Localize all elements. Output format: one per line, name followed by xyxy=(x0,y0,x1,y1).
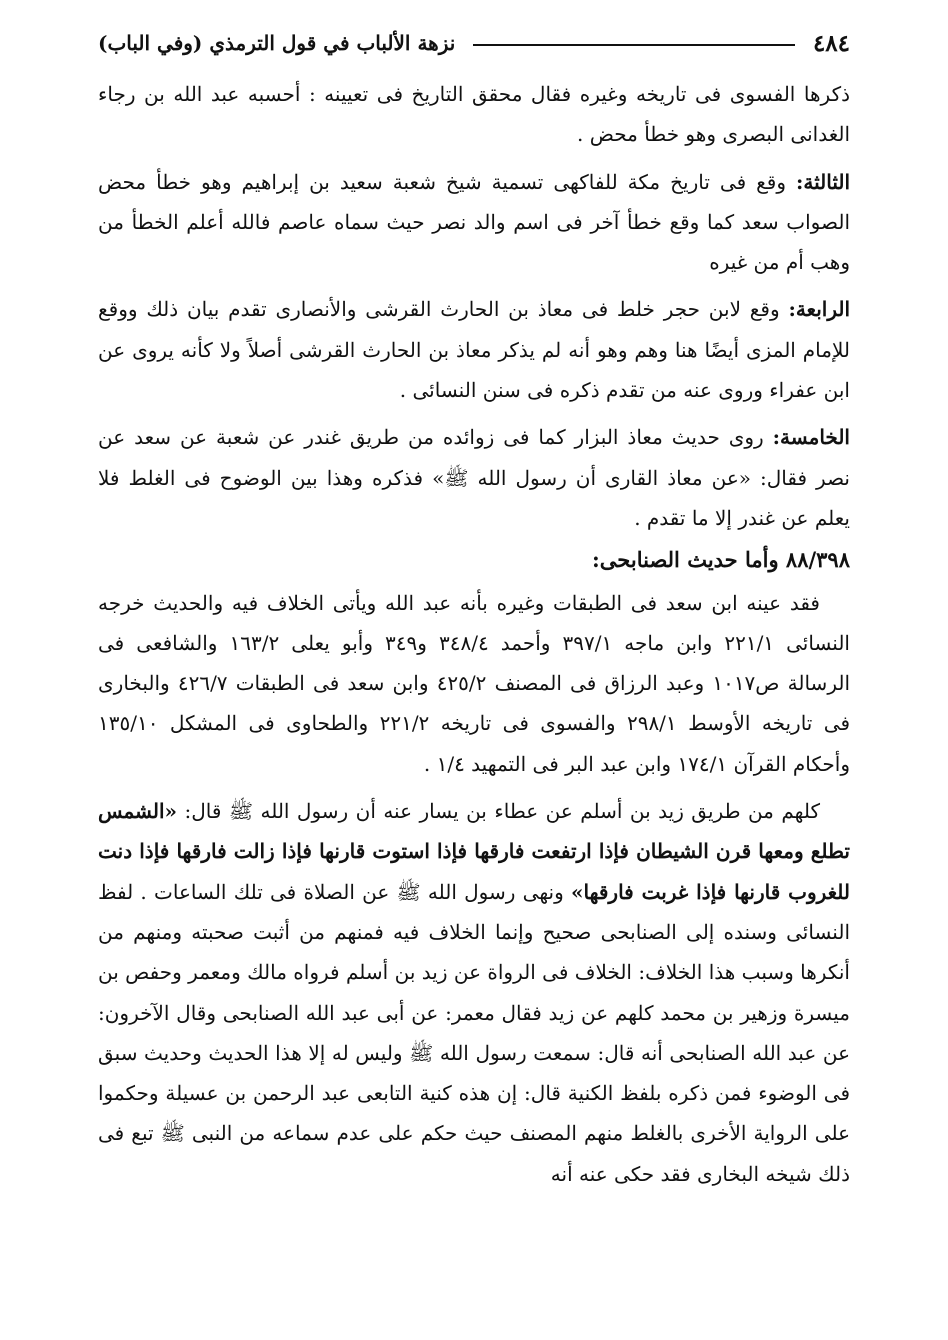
paragraph-fourth-point xyxy=(98,289,850,410)
paragraph-text: وقع فى تاريخ مكة للفاكهى تسمية شيخ شعبة سعيد بن إبراهيم وهو خطأ محض الصواب سعد كما وقع خطأ آخر فى اسم والد نصر حيث سماه عاصم فالله أعلم الخطأ من وهب أم من غيره xyxy=(98,169,850,275)
paragraph-takhrij: فقد عينه ابن سعد فى الطبقات وغيره بأنه عبد الله ويأتى الخلاف فيه والحديث خرجه النسائى ٢٢١/١ وابن ماجه ٣٩٧/١ وأحمد ٣٤٨/٤ و٣٤٩ وأبو يعلى ١٦٣/٢ والشافعى فى الرسالة ص١٠١٧ وعبد الرزاق فى المصنف ٤٢٥/٢ وابن سعد فى الطبقات ٤٢٦/٧ والبخارى فى تاريخه الأوسط ٢٩٨/١ والفسوى فى تاريخه ٢٢١/٢ والطحاوى فى المشكل ١٣٥/١٠ وأحكام القرآن ١٧٤/١ وابن عبد البر فى التمهيد ١/٤ . xyxy=(98,590,851,776)
point-label-fourth: الرابعة: xyxy=(788,297,850,322)
paragraph-1: ذكرها الفسوى فى تاريخه وغيره فقال محقق التاريخ فى تعيينه : أحسبه عبد الله بن رجاء الغدانى البصرى وهو خطأ محض . xyxy=(98,82,850,147)
page-number: ٤٨٤ xyxy=(812,29,850,57)
point-label-fifth: الخامسة: xyxy=(772,425,850,450)
paragraph-fifth-point xyxy=(98,417,850,538)
page-header xyxy=(98,26,850,60)
page-body xyxy=(98,74,850,1194)
paragraph-third-point xyxy=(98,162,850,283)
hadith-quote: «الشمس تطلع ومعها قرن الشيطان فإذا ارتفعت فارقها فإذا استوت قارنها فإذا زالت فارقها فإذا دنت للغروب قارنها فإذا غربت فارقها» xyxy=(98,799,850,904)
paragraph-text: ونهى رسول الله ﷺ عن الصلاة فى تلك الساعات . لفظ النسائى وسنده إلى الصنابحى صحيح وإنما الخلاف فيه فمنهم من أثبت صحبته ومنهم من أنكرها وسبب هذا الخلاف: الخلاف فى الرواة عن زيد بن أسلم فرواه مالك ومعمر وحفص بن ميسرة وزهير بن محمد كلهم عن زيد فقال معمر: عن أبى عبد الله الصنابحى وقال الآخرون: عن عبد الله الصنابحى أنه قال: سمعت رسول الله ﷺ وليس له إلا هذا الحديث وحديث سبق فى الوضوء فمن ذكره بلفظ الكنية قال: إن هذه كنية التابعى عبد الرحمن بن عسيلة وحكموا على الرواية الأخرى بالغلط منهم المصنف حيث حكم على عدم سماعه من النبى ﷺ تبع فى ذلك شيخه البخارى فقد حكى عنه أنه xyxy=(98,879,850,1186)
paragraph-hadith xyxy=(98,791,850,1194)
paragraph-text: كلهم من طريق زيد بن أسلم عن عطاء بن يسار عنه أن رسول الله ﷺ قال: xyxy=(177,799,820,824)
running-title: نزهة الألباب في قول الترمذي (وفي الباب) xyxy=(98,31,456,55)
paragraph-text: وقع لابن حجر خلط فى معاذ بن الحارث القرشى والأنصارى تقدم بيان ذلك ووقع للإمام المزى أيضًا هنا وهم وهو أنه لم يذكر معاذ بن الحارث القرشى أصلاً ولا كأنه يروى عن ابن عفراء وروى عنه من تقدم ذكره فى سنن النسائى . xyxy=(98,297,850,403)
section-heading: ٨٨/٣٩٨ وأما حديث الصنابحى: xyxy=(592,547,850,573)
paragraph-text: روى حديث معاذ البزار كما فى زوائده من طريق غندر عن شعبة عن سعد عن نصر فقال: «عن معاذ القارى أن رسول الله ﷺ» فذكره وهذا بين الوضوح فى الغلط فلا يعلم عن غندر إلا ما تقدم . xyxy=(98,425,850,530)
point-label-third: الثالثة: xyxy=(795,169,850,194)
header-rule xyxy=(473,44,795,46)
